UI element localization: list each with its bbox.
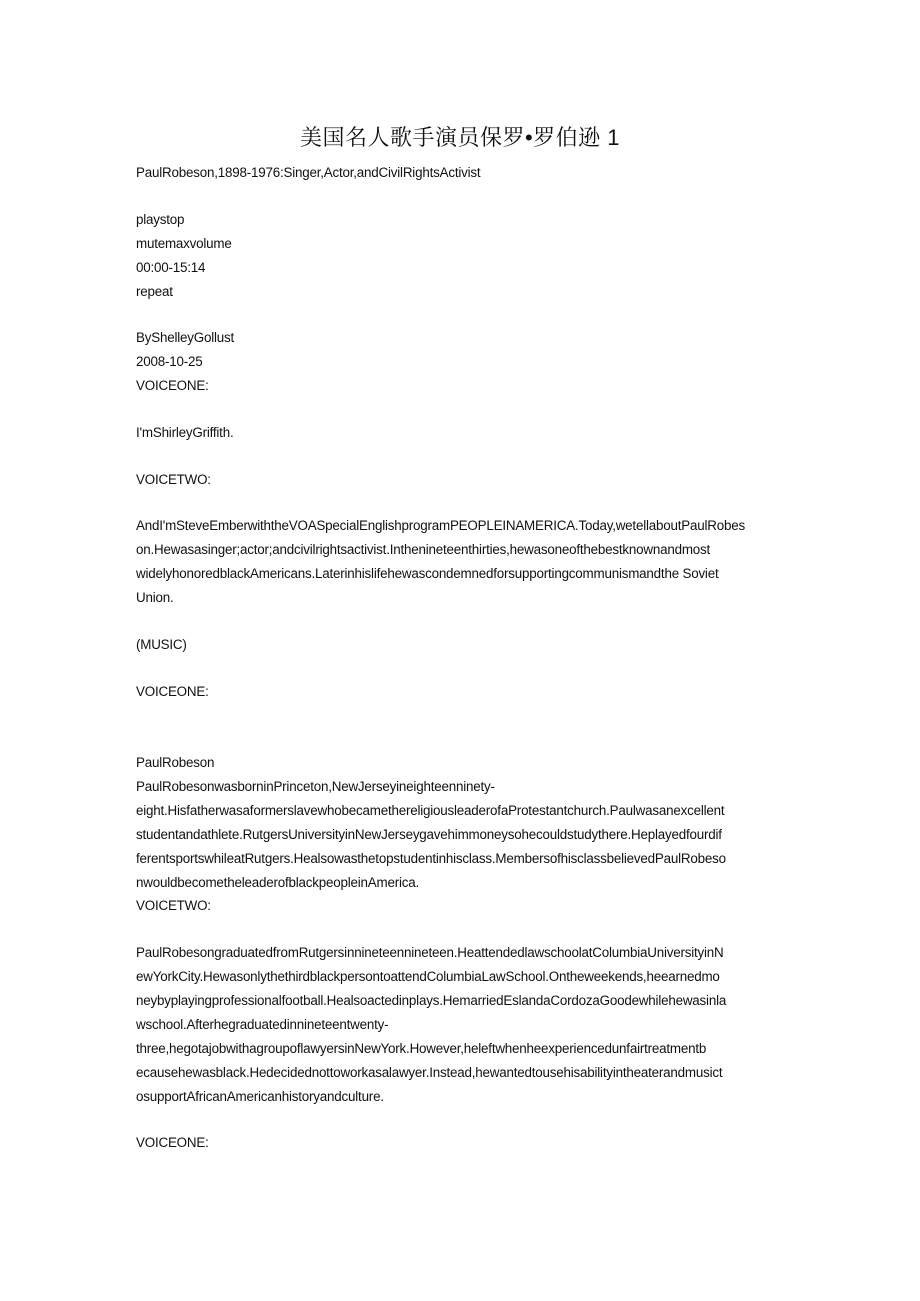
paragraph-line: on.Hewasasinger;actor;andcivilrightsactivist.Inthenineteenthirties,hewasoneofthebestknownandmost [136, 542, 711, 557]
player-mute-volume: mutemaxvolume [136, 236, 232, 251]
paragraph-line: Union. [136, 590, 174, 605]
speaker-label: VOICEONE: [136, 684, 209, 699]
byline: ByShelleyGollust [136, 330, 235, 345]
photo-caption: PaulRobeson [136, 755, 215, 770]
player-play-stop: playstop [136, 212, 185, 227]
page-title: 美国名人歌手演员保罗•罗伯逊 1 [299, 125, 621, 150]
paragraph-line: wschool.Afterhegraduatedinnineteentwenty- [136, 1017, 389, 1032]
paragraph-line: widelyhonoredblackAmericans.Laterinhislifehewascondemnedforsupportingcommunismandthe Soviet [136, 566, 719, 581]
paragraph-line: osupportAfricanAmericanhistoryandculture. [136, 1089, 384, 1104]
player-time: 00:00-15:14 [136, 260, 206, 275]
intro-line: I'mShirleyGriffith. [136, 425, 234, 440]
paragraph-line: ecausehewasblack.Hedecidednottoworkasalawyer.Instead,hewantedtousehisabilityintheaterandmusict [136, 1065, 723, 1080]
subtitle: PaulRobeson,1898-1976:Singer,Actor,andCivilRightsActivist [136, 165, 481, 180]
speaker-label: VOICEONE: [136, 378, 209, 393]
paragraph-line: PaulRobesongraduatedfromRutgersinnineteennineteen.HeattendedlawschoolatColumbiaUniversityinN [136, 945, 724, 960]
speaker-label: VOICEONE: [136, 1135, 209, 1150]
paragraph-line: PaulRobesonwasborninPrinceton,NewJerseyineighteenninety- [136, 779, 495, 794]
speaker-label: VOICETWO: [136, 472, 211, 487]
paragraph-line: ewYorkCity.HewasonlythethirdblackpersontoattendColumbiaLawSchool.Ontheweekends,heearnedmo [136, 969, 720, 984]
paragraph-line: studentandathlete.RutgersUniversityinNewJerseygavehimmoneysohecouldstudythere.Heplayedfourdif [136, 827, 722, 842]
paragraph-line: eight.HisfatherwasaformerslavewhobecamethereligiousleaderofaProtestantchurch.Paulwasanexcellent [136, 803, 725, 818]
speaker-label: VOICETWO: [136, 898, 211, 913]
player-repeat: repeat [136, 284, 173, 299]
music-cue: (MUSIC) [136, 637, 187, 652]
paragraph-line: ferentsportswhileatRutgers.Healsowasthetopstudentinhisclass.MembersofhisclassbelievedPaulRobeso [136, 851, 726, 866]
paragraph-line: three,hegotajobwithagroupoflawyersinNewYork.However,heleftwhenheexperiencedunfairtreatmentb [136, 1041, 707, 1056]
paragraph-line: nwouldbecometheleaderofblackpeopleinAmerica. [136, 875, 420, 890]
date: 2008-10-25 [136, 354, 203, 369]
paragraph-line: AndI'mSteveEmberwiththeVOASpecialEnglishprogramPEOPLEINAMERICA.Today,wetellaboutPaulRobes [136, 518, 745, 533]
paragraph-line: neybyplayingprofessionalfootball.Healsoactedinplays.HemarriedEslandaCordozaGoodewhilehewasinla [136, 993, 727, 1008]
